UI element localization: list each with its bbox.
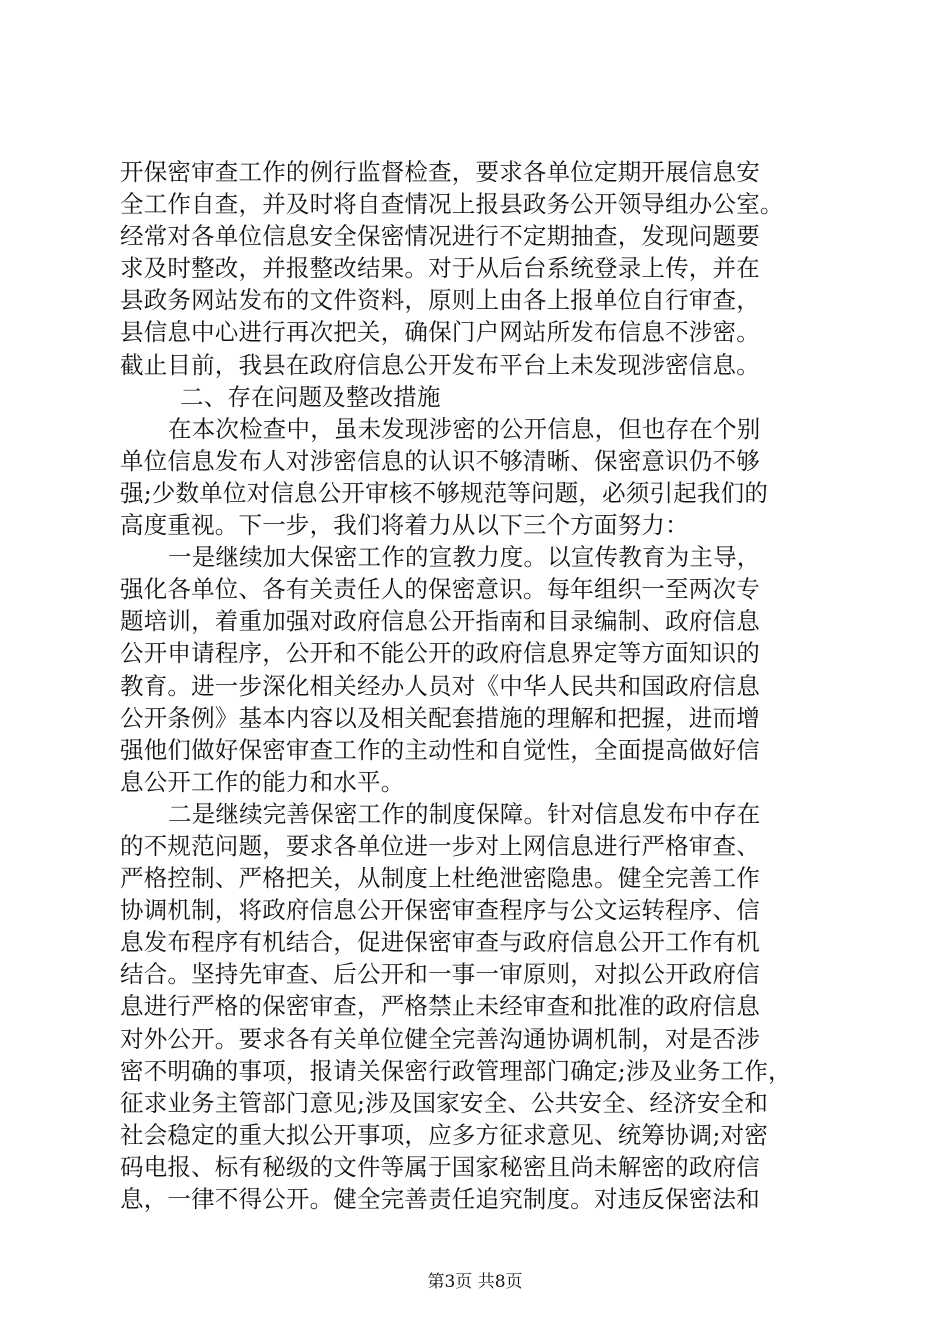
text-line: 强;少数单位对信息公开审核不够规范等问题，必须引起我们的 (120, 478, 769, 507)
text-line: 息发布程序有机结合，促进保密审查与政府信息公开工作有机 (120, 928, 760, 957)
text-line: 结合。坚持先审查、后公开和一事一审原则，对拟公开政府信 (120, 960, 760, 989)
section-heading: 二、存在问题及整改措施 (180, 382, 441, 411)
text-line: 求及时整改，并报整改结果。对于从后台系统登录上传，并在 (120, 254, 760, 283)
text-line: 高度重视。下一步，我们将着力从以下三个方面努力： (120, 511, 689, 540)
paragraph-first-line: 一是继续加大保密工作的宣教力度。以宣传教育为主导， (168, 543, 761, 572)
text-line: 息公开工作的能力和水平。 (120, 767, 405, 796)
text-line: 题培训，着重加强对政府信息公开指南和目录编制、政府信息 (120, 607, 760, 636)
text-line: 协调机制，将政府信息公开保密审查程序与公文运转程序、信 (120, 896, 760, 925)
text-line: 开保密审查工作的例行监督检查，要求各单位定期开展信息安 (120, 158, 760, 186)
text-line: 社会稳定的重大拟公开事项，应多方征求意见、统筹协调;对密 (120, 1120, 769, 1149)
text-line: 对外公开。要求各有关单位健全完善沟通协调机制，对是否涉 (120, 1024, 760, 1053)
text-line: 全工作自查，并及时将自查情况上报县政务公开领导组办公室。 (120, 190, 784, 219)
text-line: 强他们做好保密审查工作的主动性和自觉性，全面提高做好信 (120, 735, 760, 764)
text-line: 码电报、标有秘级的文件等属于国家秘密且尚未解密的政府信 (120, 1152, 760, 1181)
text-line: 严格控制、严格把关，从制度上杜绝泄密隐患。健全完善工作 (120, 864, 760, 893)
text-line: 截止目前，我县在政府信息公开发布平台上未发现涉密信息。 (120, 350, 760, 379)
text-line: 息进行严格的保密审查，严格禁止未经审查和批准的政府信息 (120, 992, 760, 1021)
paragraph-first-line: 在本次检查中，虽未发现涉密的公开信息，但也存在个别 (168, 414, 761, 443)
text-line: 公开条例》基本内容以及相关配套措施的理解和把握，进而增 (120, 703, 760, 732)
text-line: 县信息中心进行再次把关，确保门户网站所发布信息不涉密。 (120, 318, 760, 347)
text-line: 教育。进一步深化相关经办人员对《中华人民共和国政府信息 (120, 671, 760, 700)
text-line: 单位信息发布人对涉密信息的认识不够清晰、保密意识仍不够 (120, 446, 760, 475)
text-line: 征求业务主管部门意见;涉及国家安全、公共安全、经济安全和 (120, 1088, 769, 1117)
document-body (120, 156, 830, 1215)
text-line: 公开申请程序，公开和不能公开的政府信息界定等方面知识的 (120, 639, 760, 668)
paragraph-first-line: 二是继续完善保密工作的制度保障。针对信息发布中存在 (168, 799, 761, 828)
text-line: 密不明确的事项，报请关保密行政管理部门确定;涉及业务工作， (120, 1056, 792, 1085)
text-line: 县政务网站发布的文件资料，原则上由各上报单位自行审查， (120, 286, 760, 315)
page-number-footer: 第3页 共8页 (427, 1272, 523, 1292)
text-line: 的不规范问题，要求各单位进一步对上网信息进行严格审查、 (120, 831, 760, 860)
text-line: 经常对各单位信息安全保密情况进行不定期抽查，发现问题要 (120, 222, 760, 251)
text-line: 息，一律不得公开。健全完善责任追究制度。对违反保密法和 (120, 1185, 760, 1213)
text-line: 强化各单位、各有关责任人的保密意识。每年组织一至两次专 (120, 575, 760, 604)
